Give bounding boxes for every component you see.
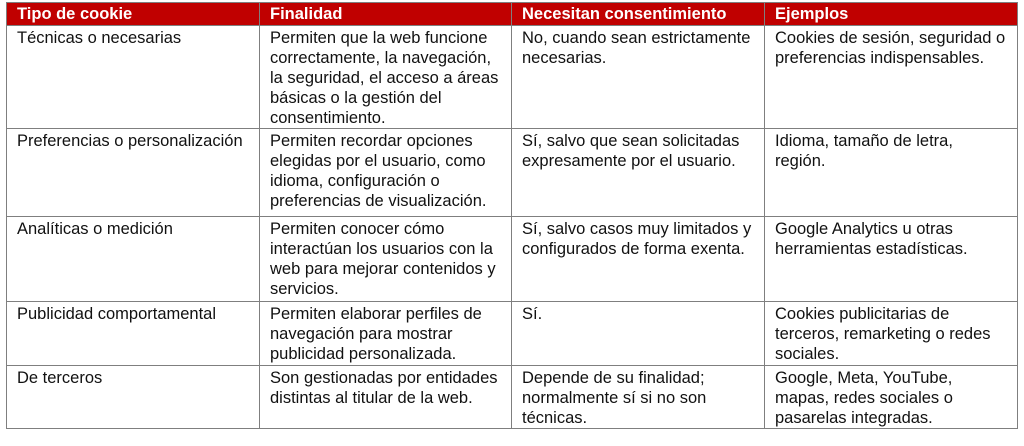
cell-tipo: De terceros bbox=[7, 366, 260, 429]
cell-tipo: Publicidad comportamental bbox=[7, 302, 260, 366]
header-tipo-de-cookie: Tipo de cookie bbox=[7, 3, 260, 26]
cell-ejemplos: Cookies publicitarias de terceros, remarketing o redes sociales. bbox=[765, 302, 1018, 366]
table-row bbox=[7, 366, 1018, 429]
cell-ejemplos: Google Analytics u otras herramientas estadísticas. bbox=[765, 217, 1018, 302]
cell-ejemplos: Cookies de sesión, seguridad o preferencias indispensables. bbox=[765, 26, 1018, 129]
table-row bbox=[7, 217, 1018, 302]
cell-finalidad: Permiten conocer cómo interactúan los usuarios con la web para mejorar contenidos y servicios. bbox=[260, 217, 512, 302]
cell-finalidad: Permiten que la web funcione correctamente, la navegación, la seguridad, el acceso a áreas básicas o la gestión del consentimiento. bbox=[260, 26, 512, 129]
cell-tipo: Preferencias o personalización bbox=[7, 129, 260, 217]
header-finalidad: Finalidad bbox=[260, 3, 512, 26]
cell-consentimiento: Depende de su finalidad; normalmente sí si no son técnicas. bbox=[512, 366, 765, 429]
table-row bbox=[7, 26, 1018, 129]
cell-finalidad: Permiten elaborar perfiles de navegación para mostrar publicidad personalizada. bbox=[260, 302, 512, 366]
cookies-table bbox=[6, 2, 1018, 429]
cell-ejemplos: Idioma, tamaño de letra, región. bbox=[765, 129, 1018, 217]
cell-consentimiento: No, cuando sean estrictamente necesarias. bbox=[512, 26, 765, 129]
header-necesitan-consentimiento: Necesitan consentimiento bbox=[512, 3, 765, 26]
header-row bbox=[7, 3, 1018, 26]
cell-tipo: Analíticas o medición bbox=[7, 217, 260, 302]
table-row bbox=[7, 129, 1018, 217]
header-ejemplos: Ejemplos bbox=[765, 3, 1018, 26]
cell-consentimiento: Sí. bbox=[512, 302, 765, 366]
cell-finalidad: Son gestionadas por entidades distintas al titular de la web. bbox=[260, 366, 512, 429]
cell-consentimiento: Sí, salvo casos muy limitados y configurados de forma exenta. bbox=[512, 217, 765, 302]
cell-finalidad: Permiten recordar opciones elegidas por el usuario, como idioma, configuración o preferencias de visualización. bbox=[260, 129, 512, 217]
cell-ejemplos: Google, Meta, YouTube, mapas, redes sociales o pasarelas integradas. bbox=[765, 366, 1018, 429]
cell-consentimiento: Sí, salvo que sean solicitadas expresamente por el usuario. bbox=[512, 129, 765, 217]
table-row bbox=[7, 302, 1018, 366]
cell-tipo: Técnicas o necesarias bbox=[7, 26, 260, 129]
